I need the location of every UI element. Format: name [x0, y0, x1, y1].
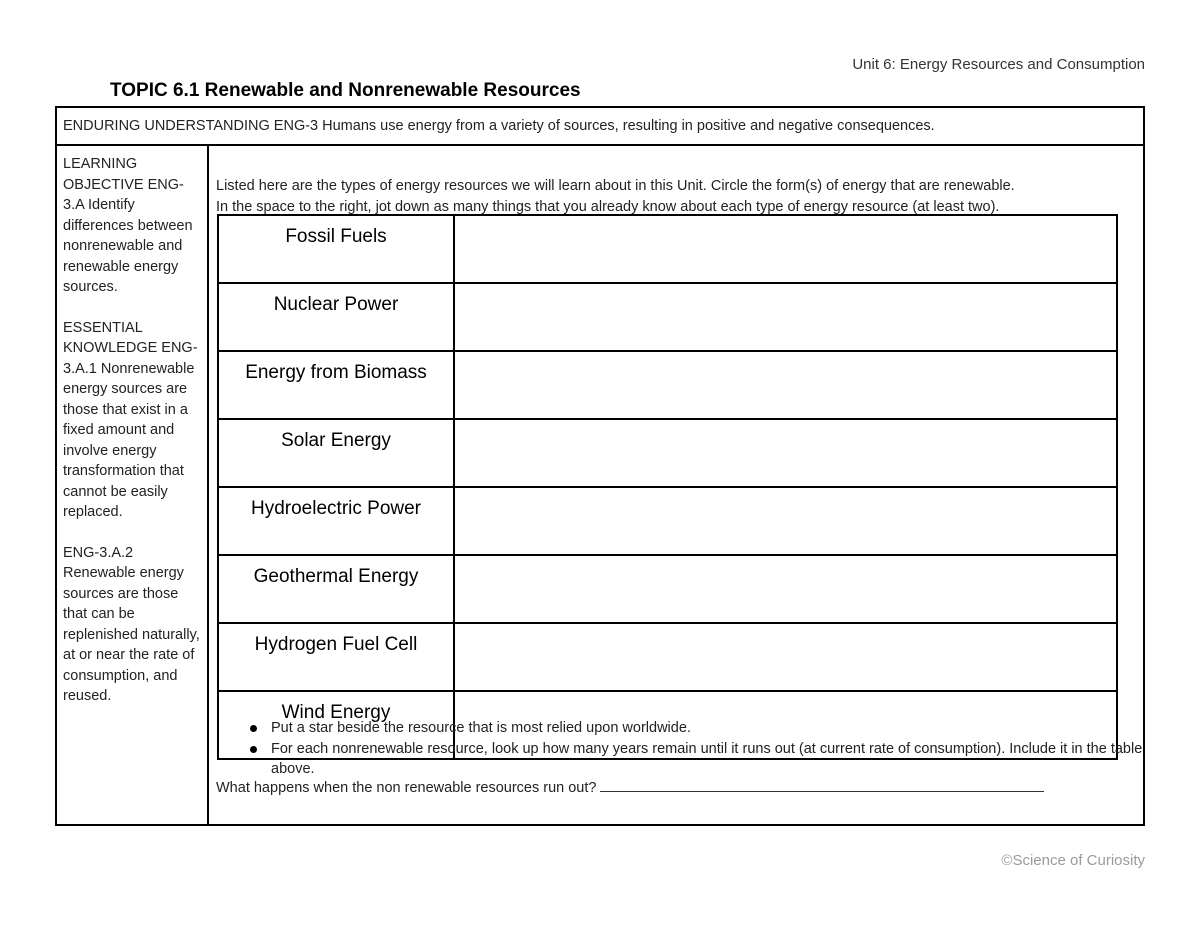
resource-name: Wind Energy — [218, 691, 454, 759]
table-row — [218, 623, 1117, 691]
resource-notes-cell[interactable] — [454, 351, 1117, 419]
list-item: For each nonrenewable resource, look up how many years remain until it runs out (at current rate of consumption). Include it in the table above. — [247, 739, 1143, 780]
list-item: Put a star beside the resource that is most relied upon worldwide. — [247, 718, 1143, 739]
table-row — [218, 283, 1117, 351]
essential-knowledge-1: ESSENTIAL KNOWLEDGE ENG-3.A.1 Nonrenewable energy sources are those that exist in a fixed amount and involve energy transformation that cannot be easily replaced. — [63, 319, 198, 520]
resource-name: Hydroelectric Power — [218, 487, 454, 555]
resource-name: Nuclear Power — [218, 283, 454, 351]
objectives-column — [57, 146, 209, 824]
table-row — [218, 215, 1117, 283]
instructions-line-2: In the space to the right, jot down as many things that you already know about each type of energy resource (at least two). — [216, 198, 1000, 215]
resource-name: Geothermal Energy — [218, 555, 454, 623]
resource-notes-cell[interactable] — [454, 283, 1117, 351]
resource-name: Solar Energy — [218, 419, 454, 487]
unit-header: Unit 6: Energy Resources and Consumption — [852, 56, 1145, 73]
table-row — [218, 419, 1117, 487]
table-row — [218, 487, 1117, 555]
learning-objective: LEARNING OBJECTIVE ENG-3.A Identify differences between nonrenewable and renewable energy sources. — [63, 156, 193, 295]
enduring-understanding: ENDURING UNDERSTANDING ENG-3 Humans use energy from a variety of sources, resulting in positive and negative consequences. — [57, 108, 1143, 146]
instructions-line-1: Listed here are the types of energy resources we will learn about in this Unit. Circle the form(s) of energy that are renewable. — [216, 178, 1015, 194]
resource-notes-cell[interactable] — [454, 215, 1117, 283]
resource-notes-cell[interactable] — [454, 555, 1117, 623]
essential-knowledge-2: ENG-3.A.2 Renewable energy sources are those that can be replenished naturally, at or near the rate of consumption, and reused. — [63, 544, 200, 704]
topic-title: TOPIC 6.1 Renewable and Nonrenewable Resources — [110, 80, 581, 101]
activity-column — [209, 146, 1143, 824]
table-row — [218, 351, 1117, 419]
bullet-list — [247, 718, 1143, 780]
resource-name: Fossil Fuels — [218, 215, 454, 283]
resource-table — [217, 214, 1118, 760]
copyright: ©Science of Curiosity — [1001, 852, 1145, 869]
question-text: What happens when the non renewable resources run out? — [216, 780, 597, 796]
instructions — [216, 176, 1146, 217]
resource-notes-cell[interactable] — [454, 623, 1117, 691]
resource-name: Energy from Biomass — [218, 351, 454, 419]
worksheet-frame — [55, 106, 1145, 826]
resource-name: Hydrogen Fuel Cell — [218, 623, 454, 691]
resource-notes-cell[interactable] — [454, 419, 1117, 487]
question-line — [216, 780, 1044, 796]
table-row — [218, 555, 1117, 623]
answer-blank[interactable] — [600, 780, 1044, 792]
resource-notes-cell[interactable] — [454, 487, 1117, 555]
